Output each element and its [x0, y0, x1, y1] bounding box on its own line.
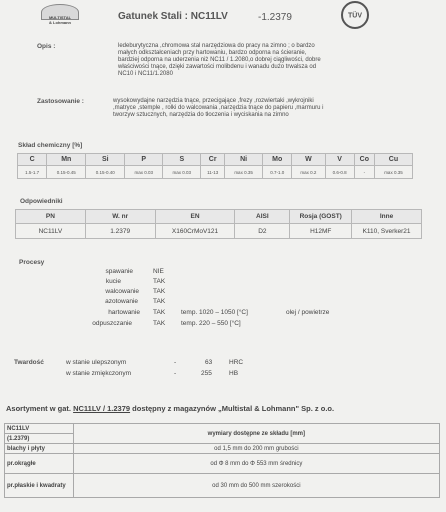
- element-value: max 0.03: [163, 166, 201, 179]
- process-temperature: temp. 1020 – 1050 [°C]: [181, 309, 248, 316]
- equivalents-table: [15, 209, 422, 239]
- opis-line: bardziej odporna na uderzenia niż NC11 / 1.2080,o dobrej ciągliwości, dobre: [118, 57, 321, 63]
- process-value: TAK: [153, 309, 166, 316]
- hardness-unit: HRC: [229, 359, 244, 366]
- page-title: Gatunek Stali : NC11LV: [118, 11, 228, 22]
- opis-line: właściwości tnące, dzięki zawartości molibdenu i wanadu dużo trwalsza od: [118, 64, 317, 70]
- asortyment-title-prefix: Asortyment w gat.: [6, 404, 74, 413]
- element-value: 0.15-0.45: [47, 166, 86, 179]
- twardosc-label: Twardość: [14, 359, 44, 366]
- grade-cell-line2: (1.2379): [5, 434, 74, 444]
- process-name: kucie: [105, 278, 121, 285]
- element-header: Si: [86, 154, 125, 166]
- process-value: TAK: [153, 298, 166, 305]
- process-name: azotowanie: [105, 298, 138, 305]
- hardness-row: [0, 359, 446, 369]
- element-value: max 0.2: [292, 166, 325, 179]
- asortyment-title-suffix: dostępny z magazynów „Multistal & Lohmann" Sp. z o.o.: [130, 404, 335, 413]
- element-header: C: [18, 154, 47, 166]
- tuv-certificate-badge: [338, 0, 372, 31]
- process-name: walcowanie: [105, 288, 139, 295]
- standard-header: Rosja (GOST): [290, 210, 352, 224]
- company-logo: [32, 15, 88, 25]
- element-header: W: [292, 154, 325, 166]
- tuv-badge-text: TÜV: [348, 12, 362, 20]
- standard-header: EN: [155, 210, 235, 224]
- process-note: olej / powietrze: [286, 309, 330, 316]
- hardness-state: w stanie zmiękczonym: [66, 370, 132, 377]
- element-header: Co: [354, 154, 374, 166]
- table-row: [5, 454, 440, 474]
- product-dimensions: od 1,5 mm do 200 mm grubości: [73, 444, 439, 454]
- element-value: -: [354, 166, 374, 179]
- standard-value: H12MF: [290, 224, 352, 239]
- standard-value: D2: [235, 224, 290, 239]
- element-header: Cu: [374, 154, 412, 166]
- process-row: [0, 309, 446, 319]
- table-row: [5, 474, 440, 498]
- element-value: 11-13: [201, 166, 225, 179]
- asortyment-title-grade: NC11LV / 1.2379: [73, 404, 131, 413]
- process-name: spawanie: [105, 268, 133, 275]
- opis-text: [118, 43, 398, 78]
- hardness-dash: -: [174, 359, 177, 366]
- product-name: pr.płaskie i kwadraty: [5, 474, 74, 498]
- product-dimensions: od 30 mm do 500 mm szerokości: [73, 474, 439, 498]
- zastosowanie-line: ,matryce ,stemple , rolki do walcowania ,narzędzia tnące do papieru ,marmuru i: [113, 105, 324, 111]
- standard-header: AISI: [235, 210, 290, 224]
- process-value: TAK: [153, 278, 166, 285]
- opis-line: NC10 i NC11/1.2080: [118, 71, 173, 77]
- element-value: 1.5-1.7: [18, 166, 47, 179]
- hardness-unit: HB: [229, 370, 239, 377]
- chemical-composition-table: [17, 153, 413, 179]
- hardness-value: 63: [205, 359, 213, 366]
- product-dimensions: od Φ 8 mm do Φ 553 mm średnicy: [73, 454, 439, 474]
- opis-label: Opis :: [37, 43, 56, 50]
- hardness-row: [0, 370, 446, 380]
- table-row: [16, 224, 422, 239]
- element-header: Ni: [225, 154, 263, 166]
- process-value: TAK: [153, 288, 166, 295]
- asortyment-title: [6, 404, 334, 413]
- element-header: P: [125, 154, 163, 166]
- element-value: 0.7-1.0: [263, 166, 292, 179]
- standard-value: 1.2379: [85, 224, 155, 239]
- hardness-state: w stanie ulepszonym: [66, 359, 127, 366]
- element-value: max 0.03: [125, 166, 163, 179]
- process-row: [0, 298, 446, 308]
- table-header-row: [18, 154, 413, 166]
- assortment-table: [4, 423, 440, 498]
- process-row: [0, 320, 446, 330]
- element-value: 0.6-0.8: [325, 166, 354, 179]
- table-row: [5, 424, 440, 434]
- process-name: hartowanie: [108, 309, 140, 316]
- sklad-label: Skład chemiczny [%]: [18, 142, 83, 149]
- element-header: S: [163, 154, 201, 166]
- element-value: 0.15-0.40: [86, 166, 125, 179]
- dimensions-header: wymiary dostępne ze składu [mm]: [73, 424, 439, 444]
- standard-header: W. nr: [85, 210, 155, 224]
- table-row: [18, 166, 413, 179]
- standard-header: Inne: [352, 210, 422, 224]
- zastosowanie-line: tworzyw sztucznych, narzędzia do tłoczenia i wyciskania na zimno: [113, 112, 289, 118]
- process-temperature: temp. 220 – 550 [°C]: [181, 320, 241, 327]
- element-header: Mn: [47, 154, 86, 166]
- process-row: [0, 288, 446, 298]
- hardness-dash: -: [174, 370, 177, 377]
- element-header: Cr: [201, 154, 225, 166]
- element-value: max 0.35: [374, 166, 412, 179]
- zastosowanie-label: Zastosowanie :: [37, 98, 84, 105]
- element-header: Mo: [263, 154, 292, 166]
- process-value: NIE: [153, 268, 164, 275]
- opis-line: małych odkształceniach przy hartowaniu, bardzo odporna na ścieranie,: [118, 50, 307, 56]
- standard-value: NC11LV: [16, 224, 86, 239]
- grade-cell-line1: NC11LV: [5, 424, 74, 434]
- zastosowanie-line: wysokowydajne narzędzia tnące, przecigające ,frezy ,rozwiertaki ,wykrojniki: [113, 98, 314, 104]
- odpowiedniki-label: Odpowiedniki: [20, 198, 63, 205]
- standard-value: X160CrMoV121: [155, 224, 235, 239]
- grade-number: -1.2379: [258, 12, 292, 23]
- element-header: V: [325, 154, 354, 166]
- table-row: [5, 444, 440, 454]
- process-name: odpuszczanie: [92, 320, 132, 327]
- process-value: TAK: [153, 320, 166, 327]
- procesy-label: Procesy: [19, 259, 45, 266]
- product-name: blachy i płyty: [5, 444, 74, 454]
- logo-line1: MULTISTAL: [48, 15, 72, 20]
- standard-value: K110, Sverker21: [352, 224, 422, 239]
- process-row: [0, 268, 446, 278]
- product-name: pr.okrągłe: [5, 454, 74, 474]
- logo-line2: & Lohmann: [49, 20, 71, 25]
- zastosowanie-text: [113, 98, 403, 119]
- opis-line: ledeburytyczna ,chromowa stal narzędziowa do pracy na zimno ; o bardzo: [118, 43, 315, 49]
- process-row: [0, 278, 446, 288]
- standard-header: PN: [16, 210, 86, 224]
- element-value: max 0.35: [225, 166, 263, 179]
- hardness-value: 255: [201, 370, 212, 377]
- table-header-row: [16, 210, 422, 224]
